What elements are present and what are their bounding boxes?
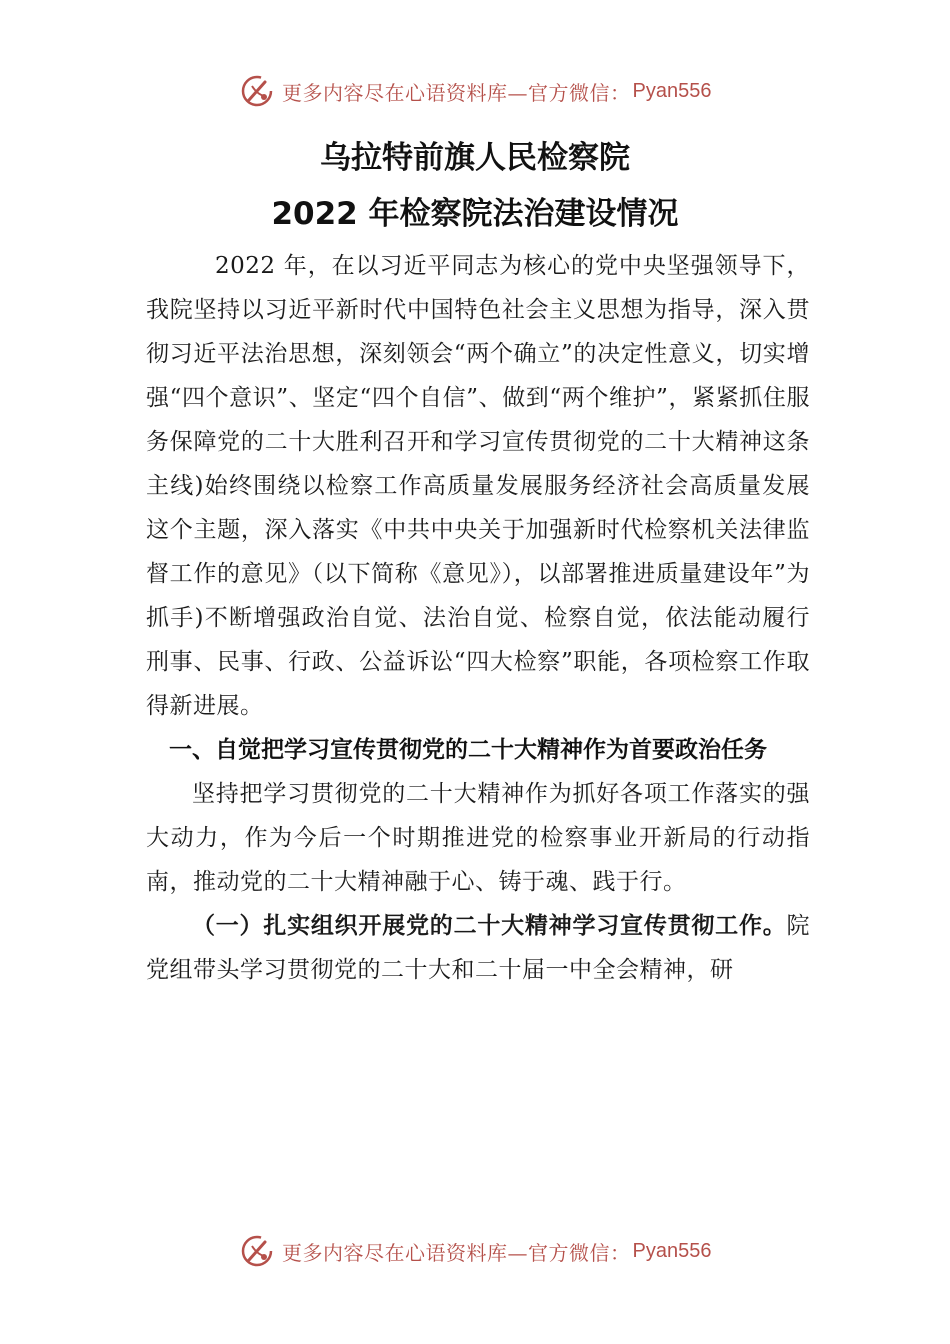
watermark-wechat-id: Pyan556 bbox=[632, 1239, 712, 1262]
brush-logo-icon bbox=[240, 74, 274, 108]
intro-paragraph: 2022 年，在以习近平同志为核心的党中央坚强领导下，我院坚持以习近平新时代中国特色社会主义思想为指导，深入贯彻习近平法治思想，深刻领会“两个确立”的决定性意义，切实增强“四个意识”、坚定“四个自信”、做到“两个维护”，紧紧抓住服务保障党的二十大胜利召开和学习宣传贯彻党的二十大精神这条主线)始终围绕以检察工作高质量发展服务经济社会高质量发展这个主题，深入落实《中共中央关于加强新时代检察机关法律监督工作的意见》（以下简称《意见》），以部署推进质量建设年”为抓手)不断增强政治自觉、法治自觉、检察自觉，依法能动履行刑事、民事、行政、公益诉讼“四大检察”职能，各项检察工作取得新进展。 bbox=[146, 253, 810, 719]
watermark-footer bbox=[240, 1234, 711, 1268]
subsection-paragraph bbox=[146, 904, 810, 992]
document-title: 乌拉特前旗人民检察院 bbox=[320, 140, 630, 176]
subsection-heading: （一）扎实组织开展党的二十大精神学习宣传贯彻工作。 bbox=[192, 913, 787, 939]
watermark-header bbox=[240, 74, 711, 108]
brush-logo-icon bbox=[240, 1234, 274, 1268]
watermark-text: 更多内容尽在心语资料库—官方微信： bbox=[282, 1240, 631, 1265]
watermark-text: 更多内容尽在心语资料库—官方微信： bbox=[282, 80, 631, 105]
section-heading: 一、自觉把学习宣传贯彻党的二十大精神作为首要政治任务 bbox=[169, 737, 767, 763]
document-body bbox=[146, 244, 810, 992]
subsection-text: 院党组带头学习贯彻党的二十大和二十届一中全会精神，研 bbox=[146, 913, 810, 983]
watermark-wechat-id: Pyan556 bbox=[632, 79, 712, 102]
section-paragraph: 坚持把学习贯彻党的二十大精神作为抓好各项工作落实的强大动力，作为今后一个时期推进党的检察事业开新局的行动指南，推动党的二十大精神融于心、铸于魂、践于行。 bbox=[146, 781, 810, 895]
document-subtitle: 2022 年检察院法治建设情况 bbox=[271, 196, 679, 232]
